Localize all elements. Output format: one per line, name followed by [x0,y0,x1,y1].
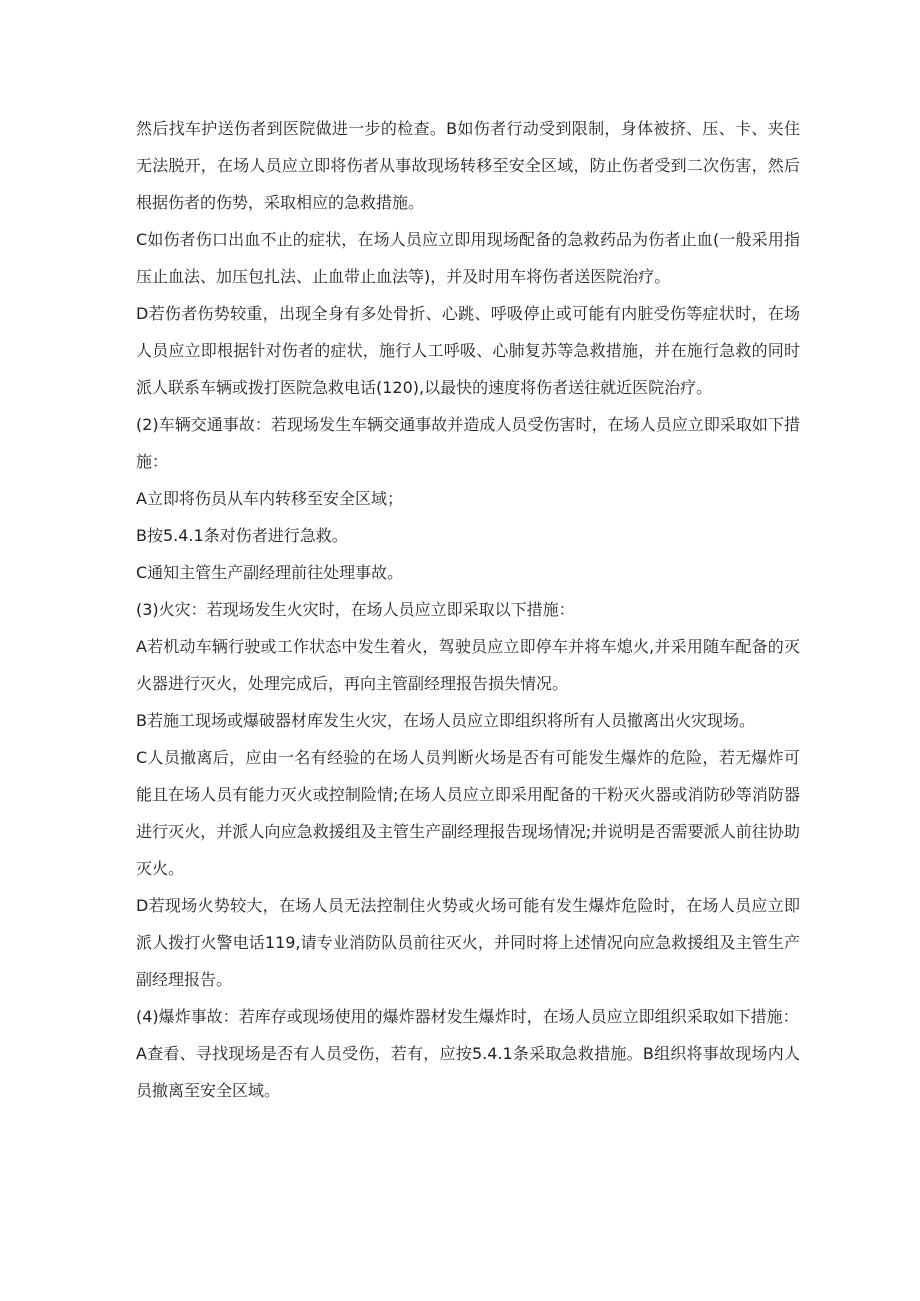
paragraph-injury-c: C如伤者伤口出血不止的症状，在场人员应立即用现场配备的急救药品为伤者止血(一般采用指压止血法、加压包扎法、止血带止血法等)，并及时用车将伤者送医院治疗。 [136,230,800,286]
paragraph-injury-d: D若伤者伤势较重，出现全身有多处骨折、心跳、呼吸停止或可能有内脏受伤等症状时，在场人员应立即根据针对伤者的症状，施行人工呼吸、心肺复苏等急救措施，并在施行急救的同时派人联系车辆或拨打医院急救电话(120),以最快的速度将伤者送往就近医院治疗。 [136,304,800,397]
paragraph-fire-d: D若现场火势较大，在场人员无法控制住火势或火场可能有发生爆炸危险时，在场人员应立即派人拨打火警电话119,请专业消防队员前往灭火，并同时将上述情况向应急救援组及主管生产副经理报告。 [136,896,800,989]
document-body [136,110,800,1109]
paragraph-traffic-b: B按5.4.1条对伤者进行急救。 [136,526,348,545]
paragraph-explosion-a: A查看、寻找现场是否有人员受伤，若有，应按5.4.1条采取急救措施。B组织将事故现场内人员撤离至安全区域。 [136,1044,800,1100]
paragraph-traffic-heading: (2)车辆交通事故：若现场发生车辆交通事故并造成人员受伤害时，在场人员应立即采取如下措施： [136,415,800,471]
paragraph-explosion-heading: (4)爆炸事故：若库存或现场使用的爆炸器材发生爆炸时，在场人员应立即组织采取如下措施： [136,1007,799,1026]
paragraph-fire-b: B若施工现场或爆破器材库发生火灾，在场人员应立即组织将所有人员撤离出火灾现场。 [136,711,755,730]
paragraph-traffic-c: C通知主管生产副经理前往处理事故。 [136,563,404,582]
paragraph-fire-a: A若机动车辆行驶或工作状态中发生着火，驾驶员应立即停车并将车熄火,并采用随车配备的灭火器进行灭火，处理完成后，再向主管副经理报告损失情况。 [136,637,800,693]
paragraph-injury-b: 然后找车护送伤者到医院做进一步的检查。B如伤者行动受到限制，身体被挤、压、卡、夹住无法脱开，在场人员应立即将伤者从事故现场转移至安全区域，防止伤者受到二次伤害，然后根据伤者的伤势，采取相应的急救措施。 [136,119,800,212]
paragraph-traffic-a: A立即将伤员从车内转移至安全区域； [136,489,403,508]
paragraph-fire-heading: (3)火灾：若现场发生火灾时，在场人员应立即采取以下措施： [136,600,575,619]
paragraph-fire-c: C人员撤离后，应由一名有经验的在场人员判断火场是否有可能发生爆炸的危险，若无爆炸可能且在场人员有能力灭火或控制险情;在场人员应立即采用配备的干粉灭火器或消防砂等消防器进行灭火，并派人向应急救援组及主管生产副经理报告现场情况;并说明是否需要派人前往协助灭火。 [136,748,800,878]
